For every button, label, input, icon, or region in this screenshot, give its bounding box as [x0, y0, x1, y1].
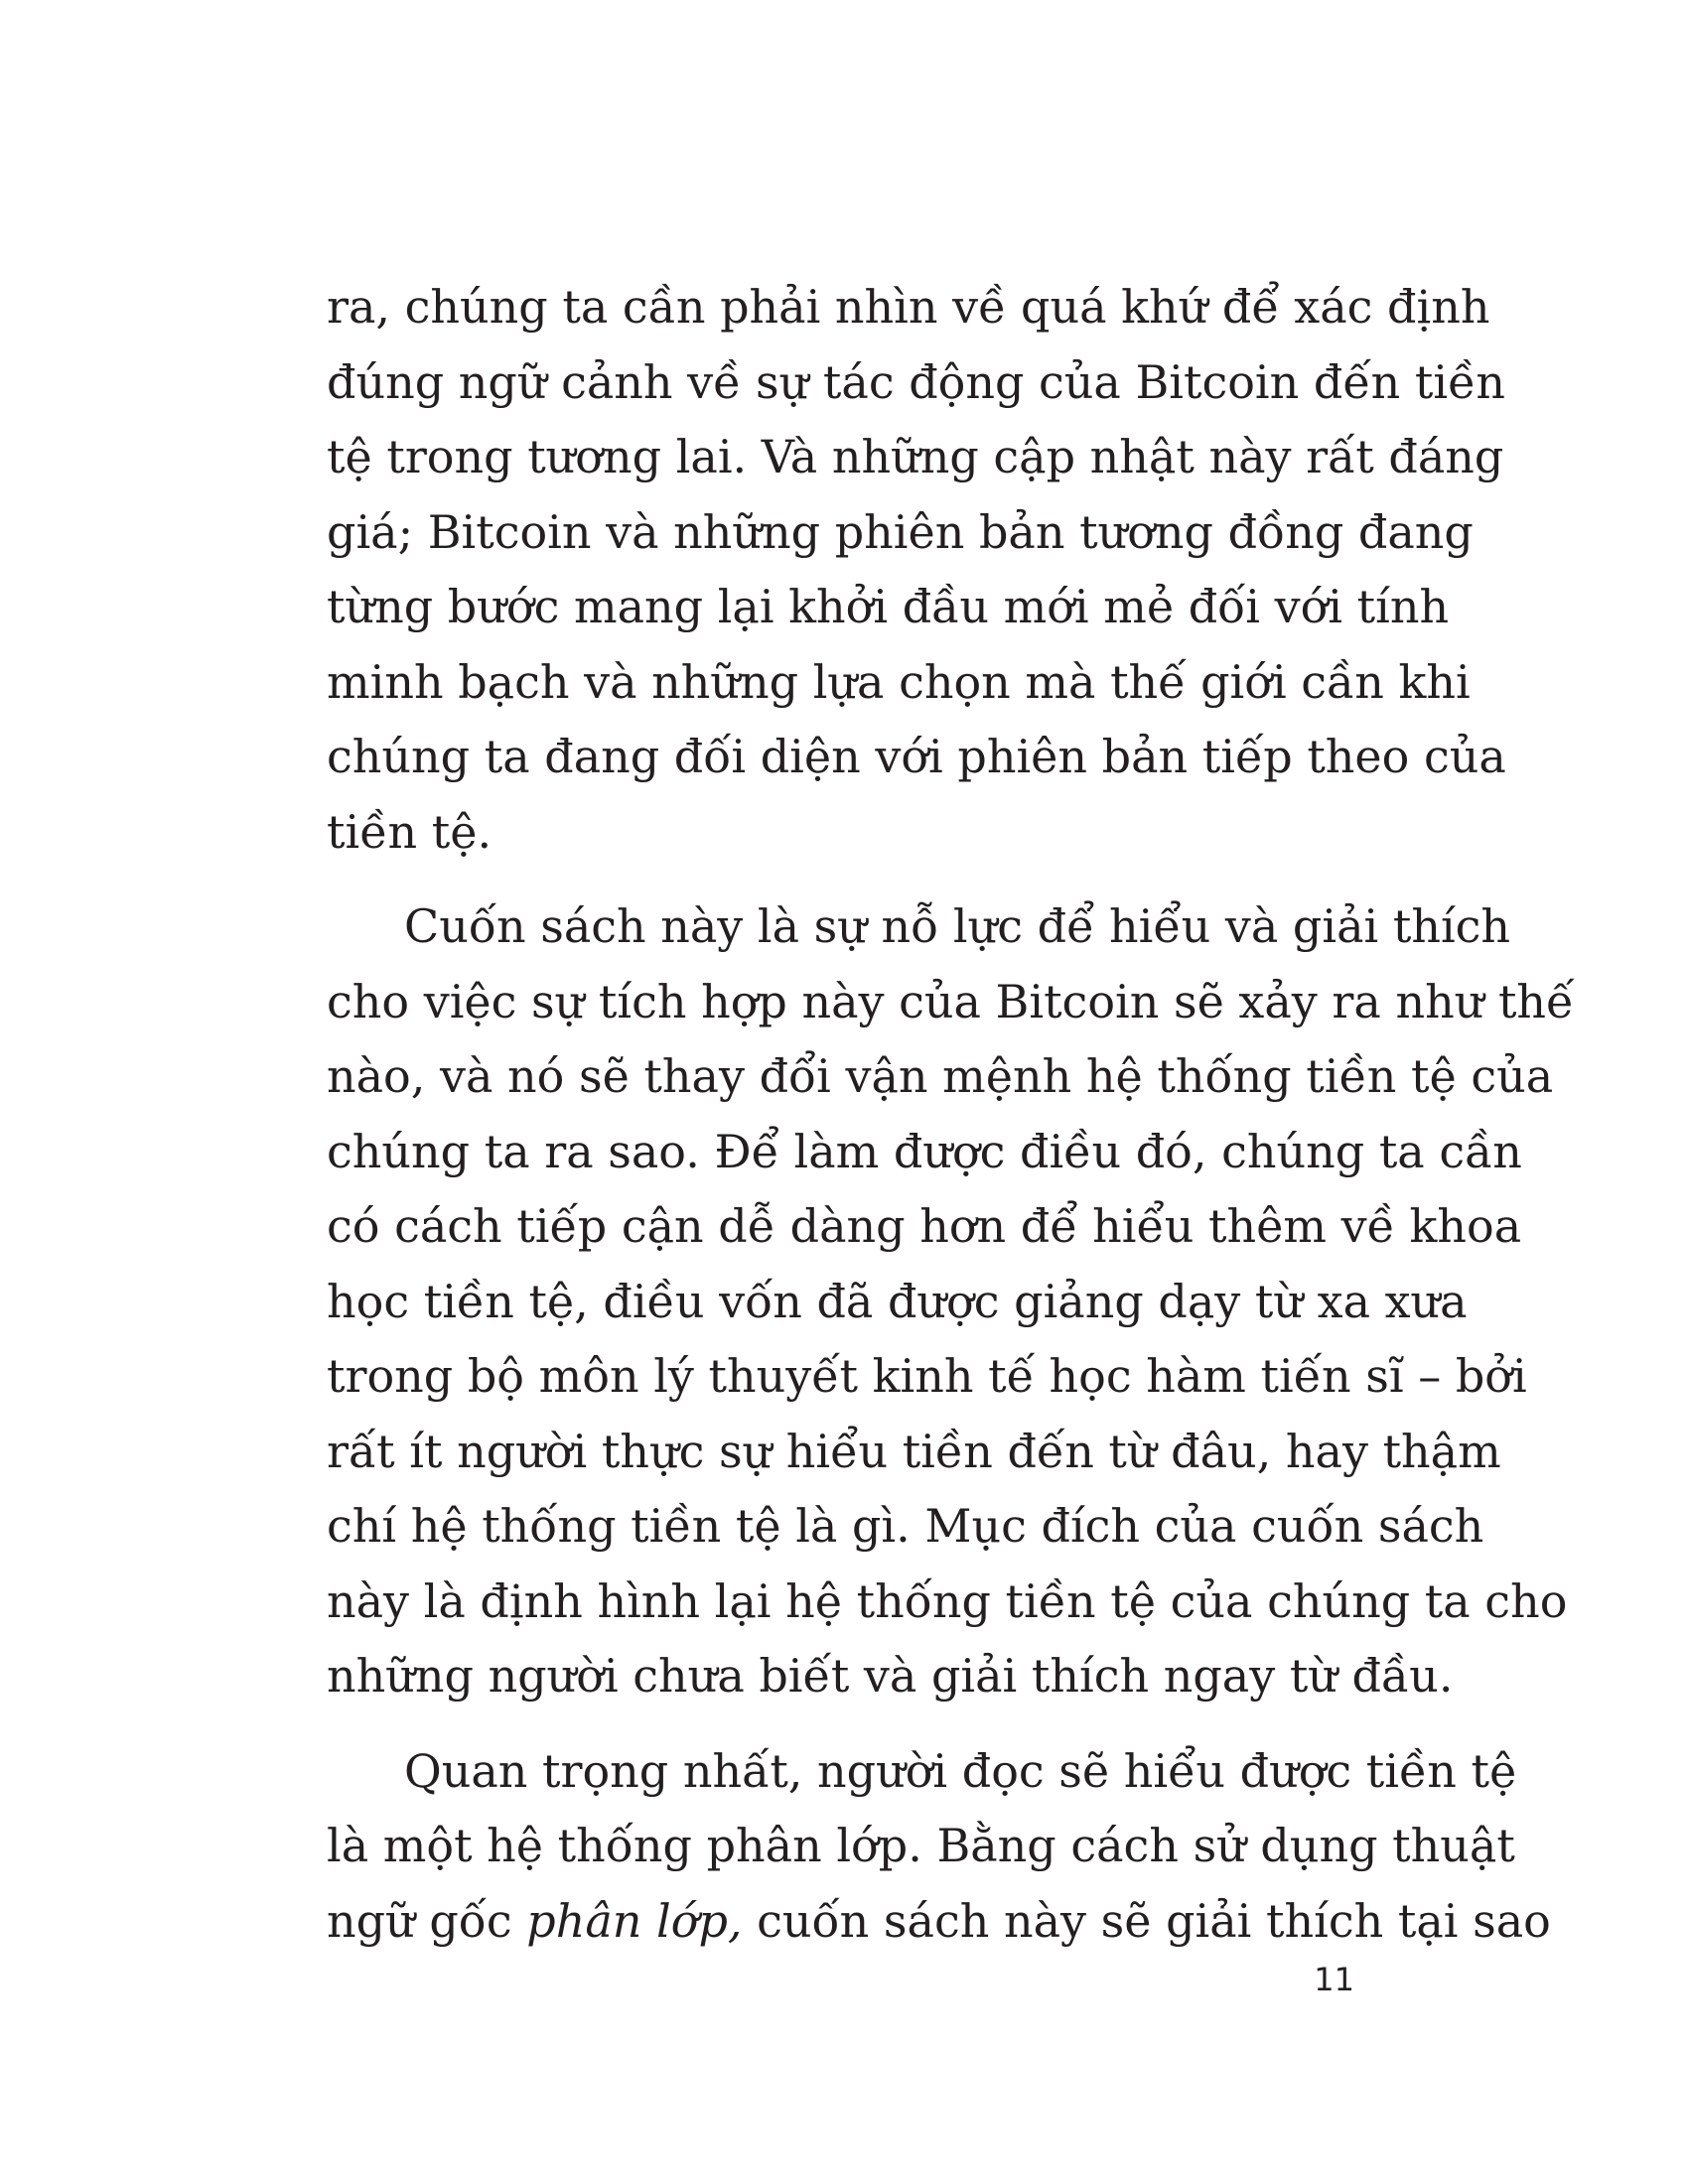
text-line: chúng ta đang đối diện với phiên bản tiếp theo của [327, 730, 1506, 783]
text-line: cho việc sự tích hợp này của Bitcoin sẽ xảy ra như thế [327, 974, 1575, 1028]
paragraph-2 [327, 889, 1575, 1714]
text-line: chí hệ thống tiền tệ là gì. Mục đích của cuốn sách [327, 1499, 1484, 1553]
text-line: minh bạch và những lựa chọn mà thế giới cần khi [327, 654, 1471, 709]
paragraph-gap [327, 1714, 1354, 1734]
text-line: học tiền tệ, điều vốn đã được giảng dạy từ xa xưa [327, 1274, 1468, 1328]
body-text [327, 270, 1575, 1959]
text-line: Quan trọng nhất, người đọc sẽ hiểu được tiền tệ [404, 1743, 1517, 1798]
text-line: giá; Bitcoin và những phiên bản tương đồng đang [327, 504, 1474, 559]
paragraph-3 [327, 1734, 1551, 1960]
text-line: Cuốn sách này là sự nỗ lực để hiểu và giải thích [404, 899, 1511, 953]
italic-term: phân lớp, [526, 1893, 743, 1948]
text-segment: cuốn sách này sẽ giải thích tại sao [742, 1893, 1551, 1948]
text-line: nào, và nó sẽ thay đổi vận mệnh hệ thống tiền tệ của [327, 1049, 1554, 1103]
text-line: tiền tệ. [327, 804, 492, 859]
text-line: từng bước mang lại khởi đầu mới mẻ đối với tính [327, 580, 1450, 633]
text-line: những người chưa biết và giải thích ngay từ đầu. [327, 1649, 1454, 1703]
paragraph-1 [327, 270, 1506, 870]
text-segment: ngữ gốc [327, 1893, 527, 1948]
text-line: trong bộ môn lý thuyết kinh tế học hàm tiến sĩ – bởi [327, 1349, 1527, 1403]
text-line: rất ít người thực sự hiểu tiền đến từ đâu, hay thậm [327, 1424, 1501, 1478]
text-line: tệ trong tương lai. Và những cập nhật này rất đáng [327, 430, 1504, 483]
text-line: có cách tiếp cận dễ dàng hơn để hiểu thêm về khoa [327, 1199, 1522, 1253]
text-line [327, 1884, 1551, 1960]
paragraph-gap [327, 870, 1354, 889]
text-line: này là định hình lại hệ thống tiền tệ của chúng ta cho [327, 1573, 1568, 1628]
text-line: đúng ngữ cảnh về sự tác động của Bitcoin đến tiền [327, 354, 1506, 409]
page-number: 11 [1314, 1961, 1354, 1998]
text-line: chúng ta ra sao. Để làm được điều đó, chúng ta cần [327, 1124, 1522, 1178]
text-line: ra, chúng ta cần phải nhìn về quá khứ để xác định [327, 280, 1490, 334]
text-line: là một hệ thống phân lớp. Bằng cách sử dụng thuật [327, 1819, 1515, 1872]
